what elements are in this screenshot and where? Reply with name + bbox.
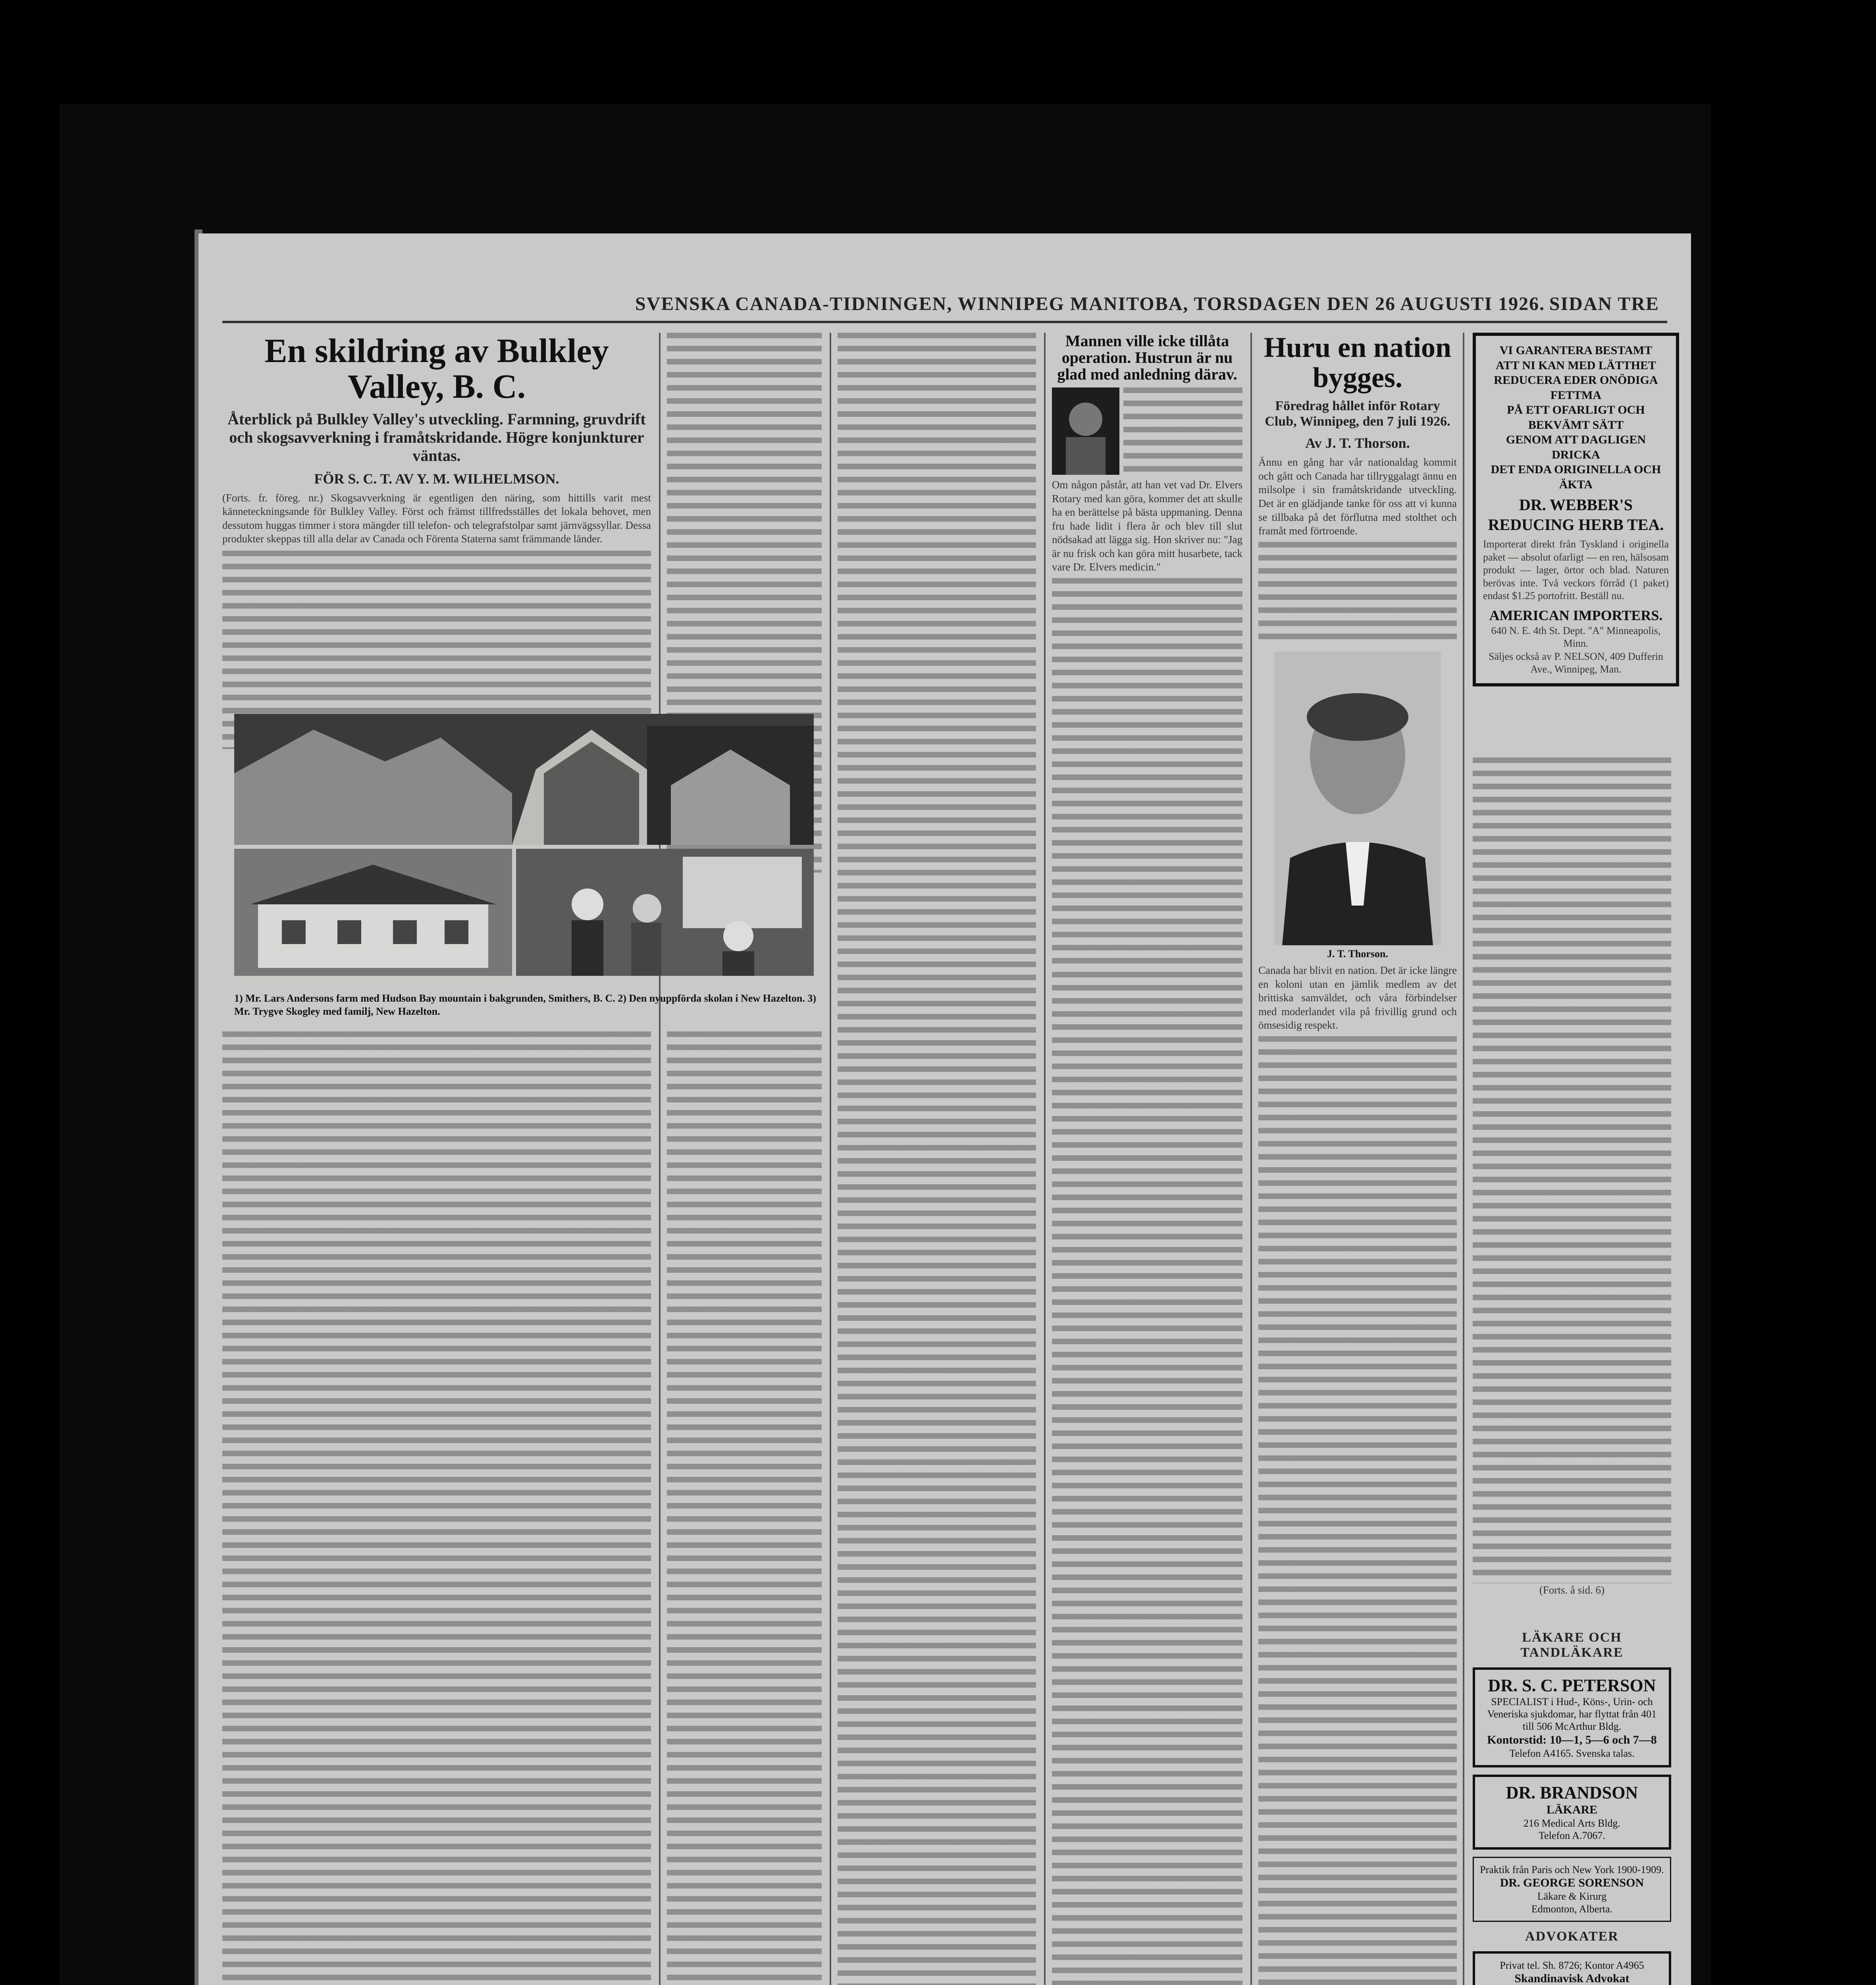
business-line: Läkare & Kirurg [1537, 1891, 1607, 1902]
peterson-card [1473, 1667, 1671, 1767]
ad-company: AMERICAN IMPORTERS. [1489, 607, 1663, 623]
article-nation [1258, 333, 1457, 1985]
herbtea-advertisement [1473, 333, 1679, 750]
man-portrait-image [1274, 651, 1441, 945]
column-text [667, 1031, 822, 1985]
business-line: LÄKARE [1546, 1803, 1598, 1816]
ad-line: GENOM ATT DAGLIGEN DRICKA [1506, 433, 1646, 461]
photo-caption: 1) Mr. Lars Andersons farm med Hudson Bay mountain i bakgrunden, Smithers, B. C. 2) Den nyuppförda skolan i New Hazelton. 3) Mr. Trygve Skogley med familj, New Hazelton. [234, 992, 817, 1017]
column-rule [1250, 333, 1252, 1985]
ad-product: DR. WEBBER'S REDUCING HERB TEA. [1488, 496, 1664, 534]
business-name: DR. S. C. PETERSON [1488, 1676, 1656, 1695]
family-group-image [516, 849, 814, 976]
text-block [1052, 578, 1242, 968]
business-line: SPECIALIST i Hud-, Köns-, Urin- och Veneriska sjukdomar, har flyttat från 401 till 506 McArthur Bldg. [1487, 1696, 1657, 1733]
portrait-caption: J. T. Thorson. [1327, 948, 1388, 960]
column-text [1473, 757, 1671, 1615]
ad-dealer: Säljes också av P. NELSON, 409 Dufferin Ave., Winnipeg, Man. [1488, 650, 1664, 675]
article-byline: Av J. T. Thorson. [1305, 435, 1410, 451]
business-line: Telefon A4165. Svenska talas. [1509, 1747, 1635, 1759]
column-rule [1044, 333, 1046, 1985]
article-text: Om någon påstår, att han vet vad Dr. Elvers Rotary med kan göra, kommer det att skulle ha en berättelse på bästa uppmaning. Denna fru hade lidit i flera år och blev till slut nödsakad att lägga sig. Hon skriver nu: "Jag är nu frisk och kan göra mitt husarbete, tack vare Dr. Elvers medicin." [1052, 479, 1242, 573]
ad-text: Importerat direkt från Tyskland i originella paket — absolut ofarligt — en ren, hälsosam produkt — lager, örtor och blad. Naturen berövas inte. Två veckors förråd (1 paket) endast $1.25 portofritt. Beställ nu. [1483, 538, 1669, 601]
article-operation [1052, 333, 1242, 968]
newspaper-page [198, 233, 1691, 1985]
column-rule [1463, 333, 1464, 1985]
text-block [1123, 387, 1242, 475]
ad-line: ATT NI KAN MED LÄTTHET [1496, 358, 1656, 372]
brandson-card [1473, 1775, 1671, 1850]
business-directory [1473, 1623, 1671, 1985]
ad-line: DET ENDA ORIGINELLA OCH ÄKTA [1491, 463, 1661, 491]
text-block [222, 1031, 651, 1985]
text-block [1258, 542, 1457, 645]
article-headline: Mannen ville icke tillåta operation. Hustrun är nu glad med anledning därav. [1057, 333, 1237, 383]
text-block [1258, 1036, 1457, 1985]
ad-line: VI GARANTERA BESTAMT [1499, 344, 1653, 357]
masthead-title: SVENSKA CANADA-TIDNINGEN, WINNIPEG MANITOBA, TORSDAGEN DEN 26 AUGUSTI 1926. [635, 293, 1545, 314]
text-block [667, 1031, 822, 1985]
article-byline: FÖR S. C. T. AV Y. M. WILHELMSON. [314, 470, 559, 487]
ad-address: 640 N. E. 4th St. Dept. "A" Minneapolis, Minn. [1491, 624, 1661, 649]
mountain-landscape-image [234, 714, 814, 845]
masthead [222, 293, 1667, 323]
business-line: Kontorstid: 10—1, 5—6 och 7—8 [1487, 1733, 1657, 1746]
text-block [1473, 757, 1671, 1583]
school-photo [234, 849, 512, 976]
business-line: 216 Medical Arts Bldg. [1523, 1817, 1621, 1829]
column-text [1052, 972, 1242, 1985]
business-line: Praktik från Paris och New York 1900-1909. [1480, 1864, 1664, 1876]
business-line: Telefon A.7067. [1539, 1829, 1605, 1841]
article-headline: Huru en nation bygges. [1264, 333, 1452, 393]
ad-line: PÅ ETT OFARLIGT OCH BEKVÄMT SÄTT [1507, 403, 1645, 432]
sorenson-card [1473, 1857, 1671, 1922]
article-headline: En skildring av Bulkley Valley, B. C. [264, 333, 609, 406]
article-continued-text: Canada har blivit en nation. Det är icke längre en koloni utan en jämlik medlem av det brittiska samväldet, och våra förbindelser med moderlandet vila på frivillig grund och ömsesidig respekt. [1258, 964, 1457, 1031]
lawyers-heading: ADVOKATER [1525, 1929, 1619, 1944]
farm-mountain-photo [234, 714, 814, 845]
photo-group [234, 714, 818, 988]
business-name: DR. GEORGE SORENSON [1500, 1876, 1644, 1890]
text-block [838, 333, 1036, 1985]
column-rule [830, 333, 831, 1985]
article-text: Ännu en gång har vår nationaldag kommit och gått och Canada har tillryggalagt ännu en milsolpe i sin framåtskridande utveckling. Det är en glädjande tanke för oss att vi kunna se tillbaka på det förflutna med stolthet och framåt med förtroende. [1258, 456, 1457, 537]
business-line: Edmonton, Alberta. [1531, 1903, 1613, 1915]
business-name: DR. BRANDSON [1506, 1783, 1638, 1802]
article-subhead: Återblick på Bulkley Valley's utveckling. Farmning, gruvdrift och skogsavverkning i framåtskridande. Högre konjunkturer väntas. [227, 410, 646, 464]
page-label: SIDAN TRE [1549, 293, 1659, 314]
article-text: (Forts. fr. föreg. nr.) Skogsavverkning är egentligen den näring, som hittills varit mest känneteckningsande för Bulkley Valley. Först och främst tillfredsställes det lokala behovet, men dessutom huggas timmer i stora mängder till telefon- och telegrafstolpar samt järnvägssyllar. Dessa produkter skeppas till alla delar av Canada och Förenta Staterna samt främmande länder. [222, 491, 651, 545]
column-text [838, 333, 1036, 1985]
thorson-portrait-photo [1274, 651, 1441, 945]
column-text [222, 1031, 651, 1985]
family-photo [516, 849, 814, 976]
text-block [1052, 972, 1242, 1985]
school-building-image [234, 849, 512, 976]
doctors-heading: LÄKARE OCH TANDLÄKARE [1520, 1630, 1624, 1660]
woman-portrait-image [1052, 387, 1119, 475]
ad-line: REDUCERA EDER ONÖDIGA FETTMA [1494, 374, 1658, 402]
business-line: Privat tel. Sh. 8726; Kontor A4965 [1500, 1959, 1644, 1971]
woman-portrait-photo [1052, 387, 1119, 475]
lindal-card [1473, 1951, 1671, 1985]
article-subhead: Föredrag hållet inför Rotary Club, Winnipeg, den 7 juli 1926. [1265, 399, 1450, 429]
business-line: Skandinavisk Advokat [1514, 1972, 1629, 1985]
column-rule [659, 333, 661, 1985]
continued-note: (Forts. å sid. 6) [1539, 1584, 1605, 1596]
